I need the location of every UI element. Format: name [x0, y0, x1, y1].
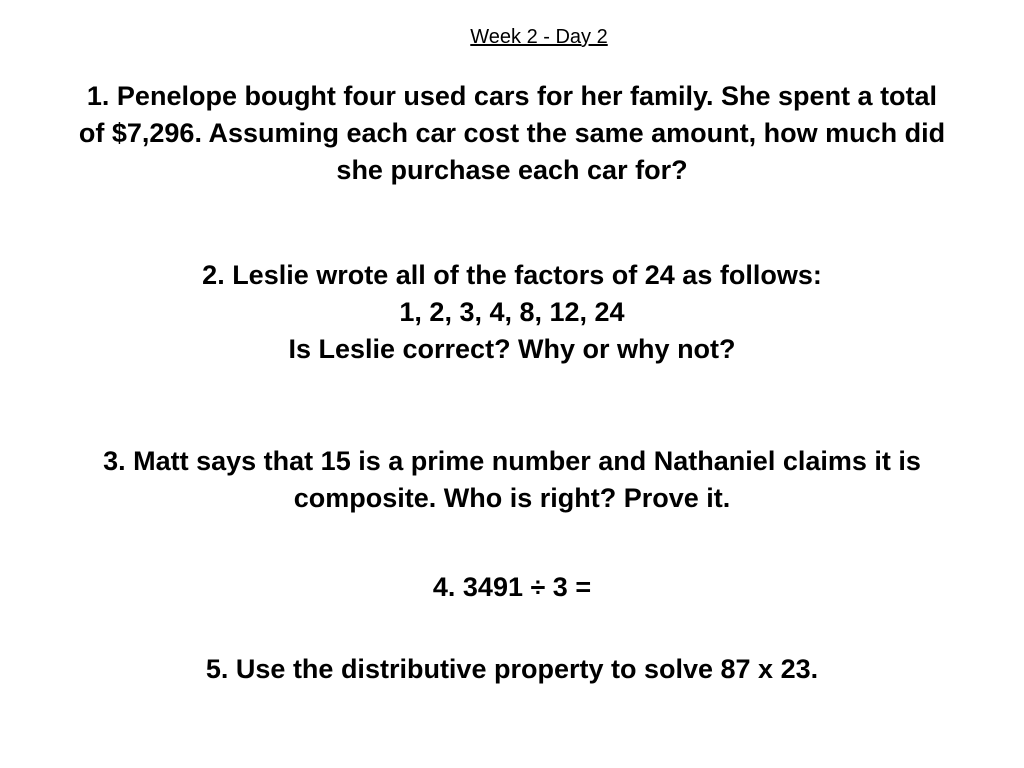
question-5-line-1: 5. Use the distributive property to solve 87 x 23. — [205, 654, 819, 684]
question-3 — [6, 443, 1018, 517]
question-2-line-3: Is Leslie correct? Why or why not? — [288, 334, 736, 364]
question-1 — [6, 78, 1018, 189]
question-4-line-1: 4. 3491 ÷ 3 = — [432, 572, 592, 602]
question-2 — [6, 257, 1018, 368]
page-title: Week 2 - Day 2 — [470, 26, 608, 48]
question-3-line-1: 3. Matt says that 15 is a prime number and Nathaniel claims it is — [103, 446, 921, 476]
question-4 — [6, 569, 1018, 606]
question-1-line-2: of $7,296. Assuming each car cost the same amount, how much did — [78, 118, 946, 148]
question-1-line-1: 1. Penelope bought four used cars for her family. She spent a total — [86, 81, 938, 111]
question-2-line-2: 1, 2, 3, 4, 8, 12, 24 — [399, 297, 625, 327]
question-1-line-3: she purchase each car for? — [336, 155, 688, 185]
question-3-line-2: composite. Who is right? Prove it. — [293, 483, 731, 513]
question-2-line-1: 2. Leslie wrote all of the factors of 24 as follows: — [202, 260, 822, 290]
question-5 — [6, 651, 1018, 688]
